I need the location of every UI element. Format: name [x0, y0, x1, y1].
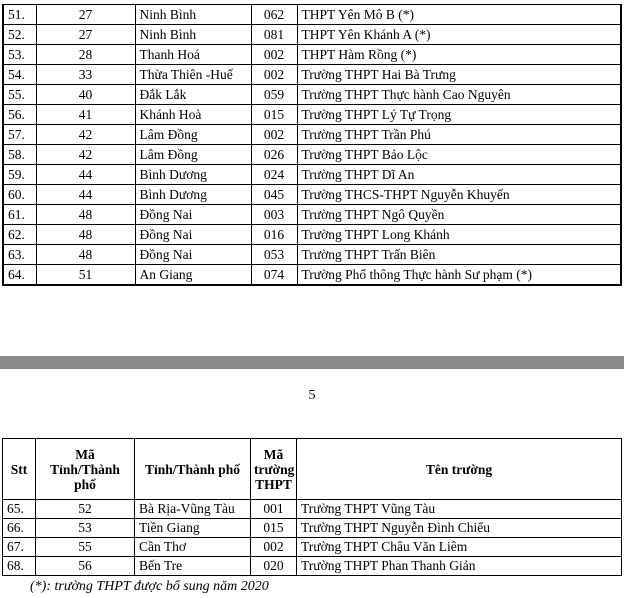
- header-province-code: Mã Tỉnh/Thành phố: [36, 439, 135, 500]
- table-row: [3, 500, 622, 519]
- cell-province-code: 28: [36, 45, 135, 65]
- cell-stt: 53.: [3, 45, 36, 65]
- cell-province: Bình Dương: [135, 165, 251, 185]
- header-province: Tỉnh/Thành phố: [135, 439, 251, 500]
- cell-province-code: 48: [36, 225, 135, 245]
- cell-province: Bình Dương: [135, 185, 251, 205]
- table-row: [3, 5, 621, 25]
- cell-province-code: 44: [36, 185, 135, 205]
- cell-stt: 52.: [3, 25, 36, 45]
- table-header: [3, 439, 622, 500]
- table-row: [3, 205, 621, 225]
- footnote: (*): trường THPT được bổ sung năm 2020: [30, 579, 269, 594]
- cell-province-code: 56: [36, 557, 135, 576]
- header-stt: Stt: [3, 439, 36, 500]
- cell-province-code: 27: [36, 5, 135, 25]
- cell-province: Ninh Bình: [135, 25, 251, 45]
- cell-school-name: THPT Hàm Rồng (*): [297, 45, 621, 65]
- cell-province-code: 51: [36, 265, 135, 286]
- cell-stt: 66.: [3, 519, 36, 538]
- cell-province: Tiền Giang: [135, 519, 251, 538]
- cell-province: Đồng Nai: [135, 245, 251, 265]
- cell-school-name: Trường THCS-THPT Nguyễn Khuyến: [297, 185, 621, 205]
- cell-school-name: Trường THPT Phan Thanh Giản: [297, 557, 622, 576]
- cell-school-code: 001: [251, 500, 297, 519]
- cell-stt: 61.: [3, 205, 36, 225]
- cell-province: Bến Tre: [135, 557, 251, 576]
- cell-stt: 55.: [3, 85, 36, 105]
- page-number: 5: [308, 388, 316, 403]
- cell-school-name: Trường THPT Dĩ An: [297, 165, 621, 185]
- cell-province: An Giang: [135, 265, 251, 286]
- cell-school-name: Trường THPT Trấn Biên: [297, 245, 621, 265]
- cell-school-name: Trường THPT Trần Phú: [297, 125, 621, 145]
- cell-province-code: 53: [36, 519, 135, 538]
- cell-province-code: 48: [36, 245, 135, 265]
- cell-province: Ninh Bình: [135, 5, 251, 25]
- table-row: [3, 45, 621, 65]
- cell-school-code: 053: [251, 245, 297, 265]
- page-separator: [0, 356, 624, 369]
- cell-province-code: 48: [36, 205, 135, 225]
- cell-stt: 60.: [3, 185, 36, 205]
- cell-province-code: 44: [36, 165, 135, 185]
- table-row: [3, 538, 622, 557]
- cell-school-name: THPT Yên Khánh A (*): [297, 25, 621, 45]
- cell-province-code: 27: [36, 25, 135, 45]
- cell-province: Đồng Nai: [135, 205, 251, 225]
- table-row: [3, 557, 622, 576]
- cell-province-code: 41: [36, 105, 135, 125]
- cell-province: Lâm Đồng: [135, 125, 251, 145]
- table-row: [3, 245, 621, 265]
- school-table-bottom: [2, 438, 622, 576]
- cell-stt: 64.: [3, 265, 36, 286]
- cell-school-code: 081: [251, 25, 297, 45]
- cell-school-name: THPT Yên Mô B (*): [297, 5, 621, 25]
- cell-school-code: 026: [251, 145, 297, 165]
- table-row: [3, 519, 622, 538]
- table-row: [3, 185, 621, 205]
- cell-school-code: 015: [251, 105, 297, 125]
- cell-province: Thừa Thiên -Huế: [135, 65, 251, 85]
- cell-school-code: 062: [251, 5, 297, 25]
- cell-school-name: Trường Phổ thông Thực hành Sư phạm (*): [297, 265, 621, 286]
- cell-stt: 67.: [3, 538, 36, 557]
- cell-school-code: 002: [251, 125, 297, 145]
- cell-school-name: Trường THPT Vũng Tàu: [297, 500, 622, 519]
- cell-school-code: 016: [251, 225, 297, 245]
- cell-school-code: 024: [251, 165, 297, 185]
- cell-province: Lâm Đồng: [135, 145, 251, 165]
- cell-school-name: Trường THPT Bảo Lộc: [297, 145, 621, 165]
- table-row: [3, 25, 621, 45]
- cell-province-code: 42: [36, 125, 135, 145]
- header-school-code: Mã trường THPT: [251, 439, 297, 500]
- cell-school-name: Trường THPT Ngô Quyền: [297, 205, 621, 225]
- cell-province-code: 52: [36, 500, 135, 519]
- cell-province-code: 55: [36, 538, 135, 557]
- cell-province: Đồng Nai: [135, 225, 251, 245]
- table-row: [3, 265, 621, 286]
- cell-school-name: Trường THPT Nguyễn Đình Chiểu: [297, 519, 622, 538]
- table-row: [3, 225, 621, 245]
- cell-school-code: 002: [251, 45, 297, 65]
- cell-school-name: Trường THPT Long Khánh: [297, 225, 621, 245]
- school-table-bottom-body: [3, 500, 622, 576]
- table-row: [3, 85, 621, 105]
- cell-stt: 63.: [3, 245, 36, 265]
- table-row: [3, 65, 621, 85]
- cell-school-name: Trường THPT Thực hành Cao Nguyên: [297, 85, 621, 105]
- cell-province-code: 40: [36, 85, 135, 105]
- cell-school-code: 045: [251, 185, 297, 205]
- cell-school-code: 074: [251, 265, 297, 286]
- header-row: [3, 439, 622, 500]
- cell-province: Khánh Hoà: [135, 105, 251, 125]
- cell-stt: 57.: [3, 125, 36, 145]
- cell-school-code: 059: [251, 85, 297, 105]
- cell-school-name: Trường THPT Lý Tự Trọng: [297, 105, 621, 125]
- cell-province: Đắk Lắk: [135, 85, 251, 105]
- cell-stt: 68.: [3, 557, 36, 576]
- cell-school-code: 002: [251, 538, 297, 557]
- cell-school-code: 002: [251, 65, 297, 85]
- header-school-name: Tên trường: [297, 439, 622, 500]
- cell-province: Cần Thơ: [135, 538, 251, 557]
- cell-school-code: 003: [251, 205, 297, 225]
- table-row: [3, 165, 621, 185]
- cell-stt: 56.: [3, 105, 36, 125]
- cell-stt: 51.: [3, 5, 36, 25]
- school-table-top: [2, 4, 622, 286]
- table-row: [3, 105, 621, 125]
- cell-province: Bà Rịa-Vũng Tàu: [135, 500, 251, 519]
- cell-stt: 58.: [3, 145, 36, 165]
- cell-stt: 65.: [3, 500, 36, 519]
- cell-province: Thanh Hoá: [135, 45, 251, 65]
- cell-school-name: Trường THPT Hai Bà Trưng: [297, 65, 621, 85]
- cell-stt: 62.: [3, 225, 36, 245]
- cell-stt: 54.: [3, 65, 36, 85]
- school-table-top-body: [3, 5, 621, 286]
- cell-stt: 59.: [3, 165, 36, 185]
- cell-province-code: 42: [36, 145, 135, 165]
- cell-province-code: 33: [36, 65, 135, 85]
- table-row: [3, 145, 621, 165]
- page-bottom-margin: [0, 286, 624, 356]
- cell-school-name: Trường THPT Châu Văn Liêm: [297, 538, 622, 557]
- cell-school-code: 020: [251, 557, 297, 576]
- table-row: [3, 125, 621, 145]
- cell-school-code: 015: [251, 519, 297, 538]
